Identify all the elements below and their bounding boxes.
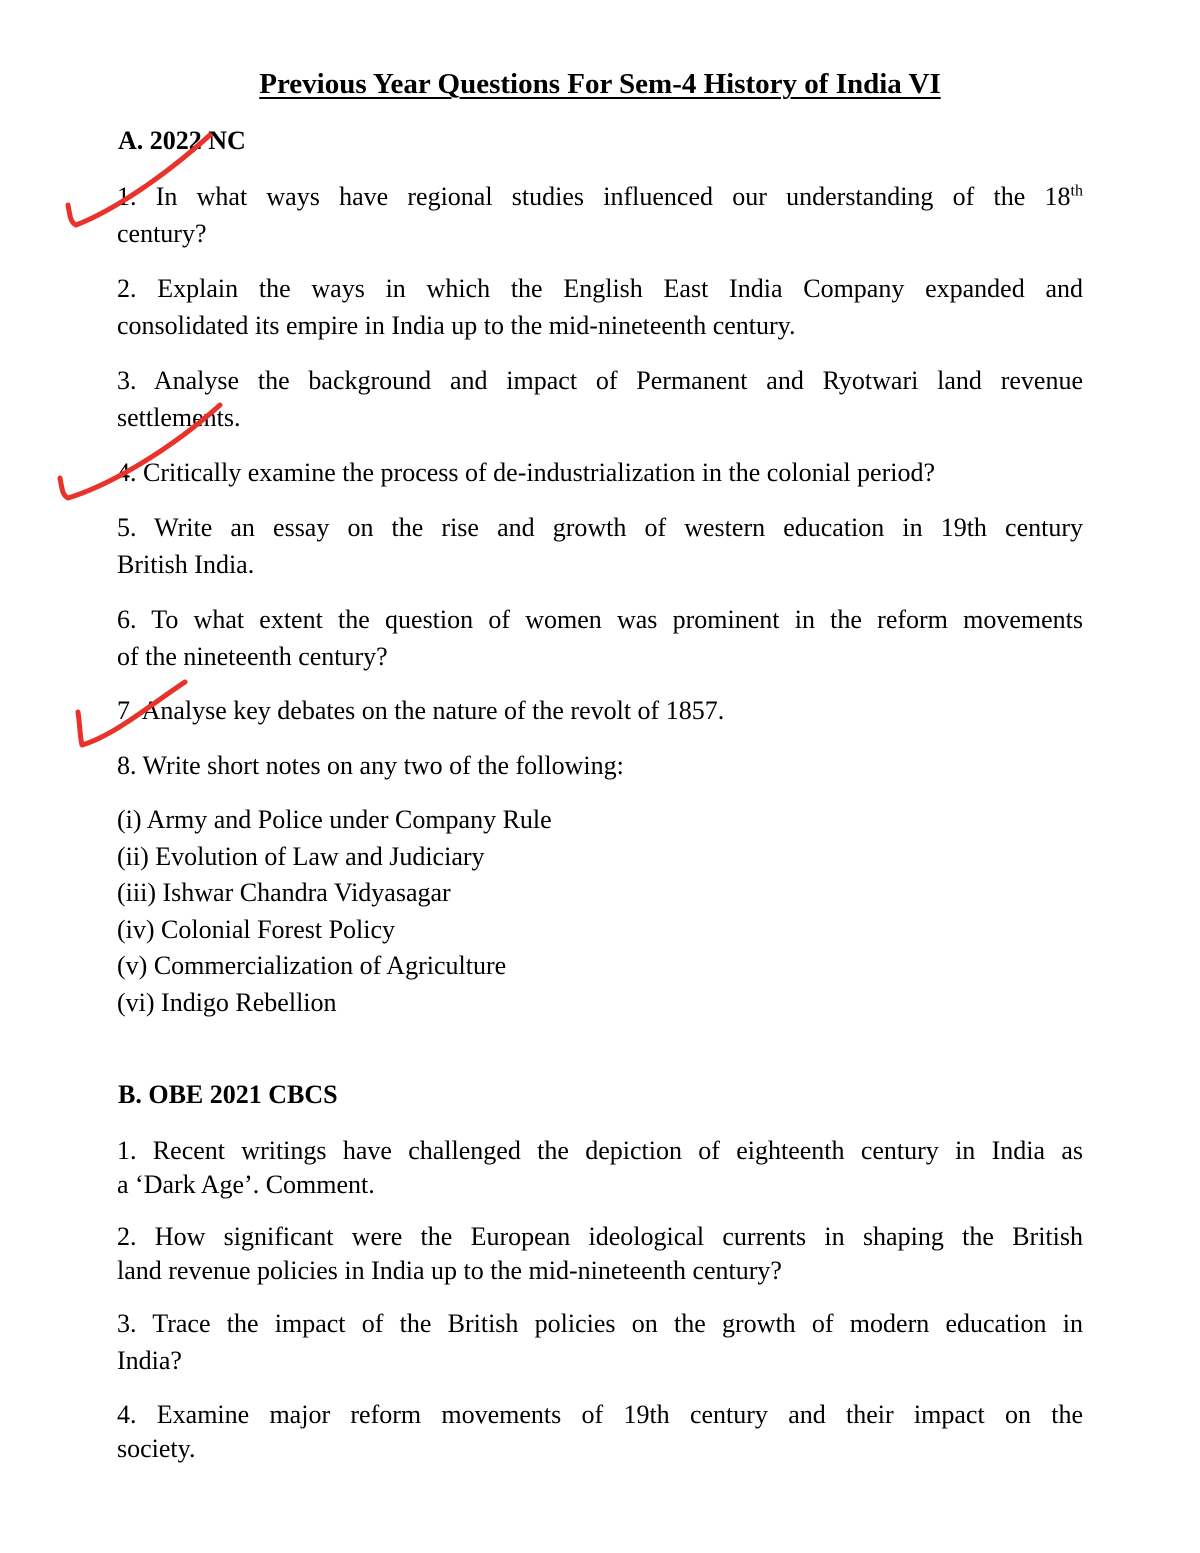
question-b3-line2: India? xyxy=(117,1346,182,1375)
question-a3-line1: 3. Analyse the background and impact of Permanent and Ryotwari land revenue xyxy=(117,366,1083,395)
question-a1-line1: 1. In what ways have regional studies influenced our understanding of the 18 xyxy=(117,182,1071,211)
page-title: Previous Year Questions For Sem-4 History of India VI xyxy=(259,68,941,100)
question-b3-line1: 3. Trace the impact of the British policies on the growth of modern education in xyxy=(117,1309,1083,1338)
list-item: (vi) Indigo Rebellion xyxy=(117,987,337,1017)
question-b2 xyxy=(117,1220,1083,1288)
question-b4-line2: society. xyxy=(117,1434,196,1463)
question-b2-line2: land revenue policies in India up to the mid-nineteenth century? xyxy=(117,1256,782,1285)
question-a8 xyxy=(117,747,1083,784)
question-a5-line2: British India. xyxy=(117,550,255,579)
list-item: (i) Army and Police under Company Rule xyxy=(117,805,552,834)
list-item: (iv) Colonial Forest Policy xyxy=(117,914,396,944)
question-a4 xyxy=(117,454,1083,491)
question-b2-line1: 2. How significant were the European ideological currents in shaping the British xyxy=(117,1222,1083,1251)
question-b1-line2: a ‘Dark Age’. Comment. xyxy=(117,1170,375,1199)
question-a7-line1: 7. Analyse key debates on the nature of the revolt of 1857. xyxy=(117,696,725,725)
question-b3 xyxy=(117,1305,1083,1379)
question-a2 xyxy=(117,270,1083,344)
question-a6-line1: 6. To what extent the question of women was prominent in the reform movements xyxy=(117,605,1083,634)
section-b-heading: B. OBE 2021 CBCS xyxy=(118,1080,338,1109)
question-b4 xyxy=(117,1398,1083,1466)
question-b4-line1: 4. Examine major reform movements of 19th century and their impact on the xyxy=(117,1400,1083,1429)
short-notes-list xyxy=(117,802,552,1022)
question-a7 xyxy=(117,692,1083,729)
list-item: (ii) Evolution of Law and Judiciary xyxy=(117,841,485,871)
question-a2-line2: consolidated its empire in India up to the mid-nineteenth century. xyxy=(117,311,796,340)
question-a1-line2: century? xyxy=(117,219,207,248)
list-item: (iii) Ishwar Chandra Vidyasagar xyxy=(117,878,451,908)
question-b1-line1: 1. Recent writings have challenged the depiction of eighteenth century in India as xyxy=(117,1136,1083,1165)
question-a1 xyxy=(117,178,1083,252)
question-a5 xyxy=(117,509,1083,583)
list-item: (v) Commercialization of Agriculture xyxy=(117,951,507,981)
section-a-heading: A. 2022 NC xyxy=(118,126,246,155)
question-a6-line2: of the nineteenth century? xyxy=(117,642,388,671)
question-a5-line1: 5. Write an essay on the rise and growth of western education in 19th century xyxy=(117,513,1083,542)
question-a4-line1: 4. Critically examine the process of de-industrialization in the colonial period? xyxy=(117,458,936,487)
question-a3 xyxy=(117,362,1083,436)
question-a3-line2: settlements. xyxy=(117,403,241,432)
superscript-th: th xyxy=(1070,182,1083,200)
question-a2-line1: 2. Explain the ways in which the English East India Company expanded and xyxy=(117,274,1083,303)
question-a8-line1: 8. Write short notes on any two of the following: xyxy=(117,751,624,780)
question-b1 xyxy=(117,1134,1083,1202)
question-a6 xyxy=(117,601,1083,675)
